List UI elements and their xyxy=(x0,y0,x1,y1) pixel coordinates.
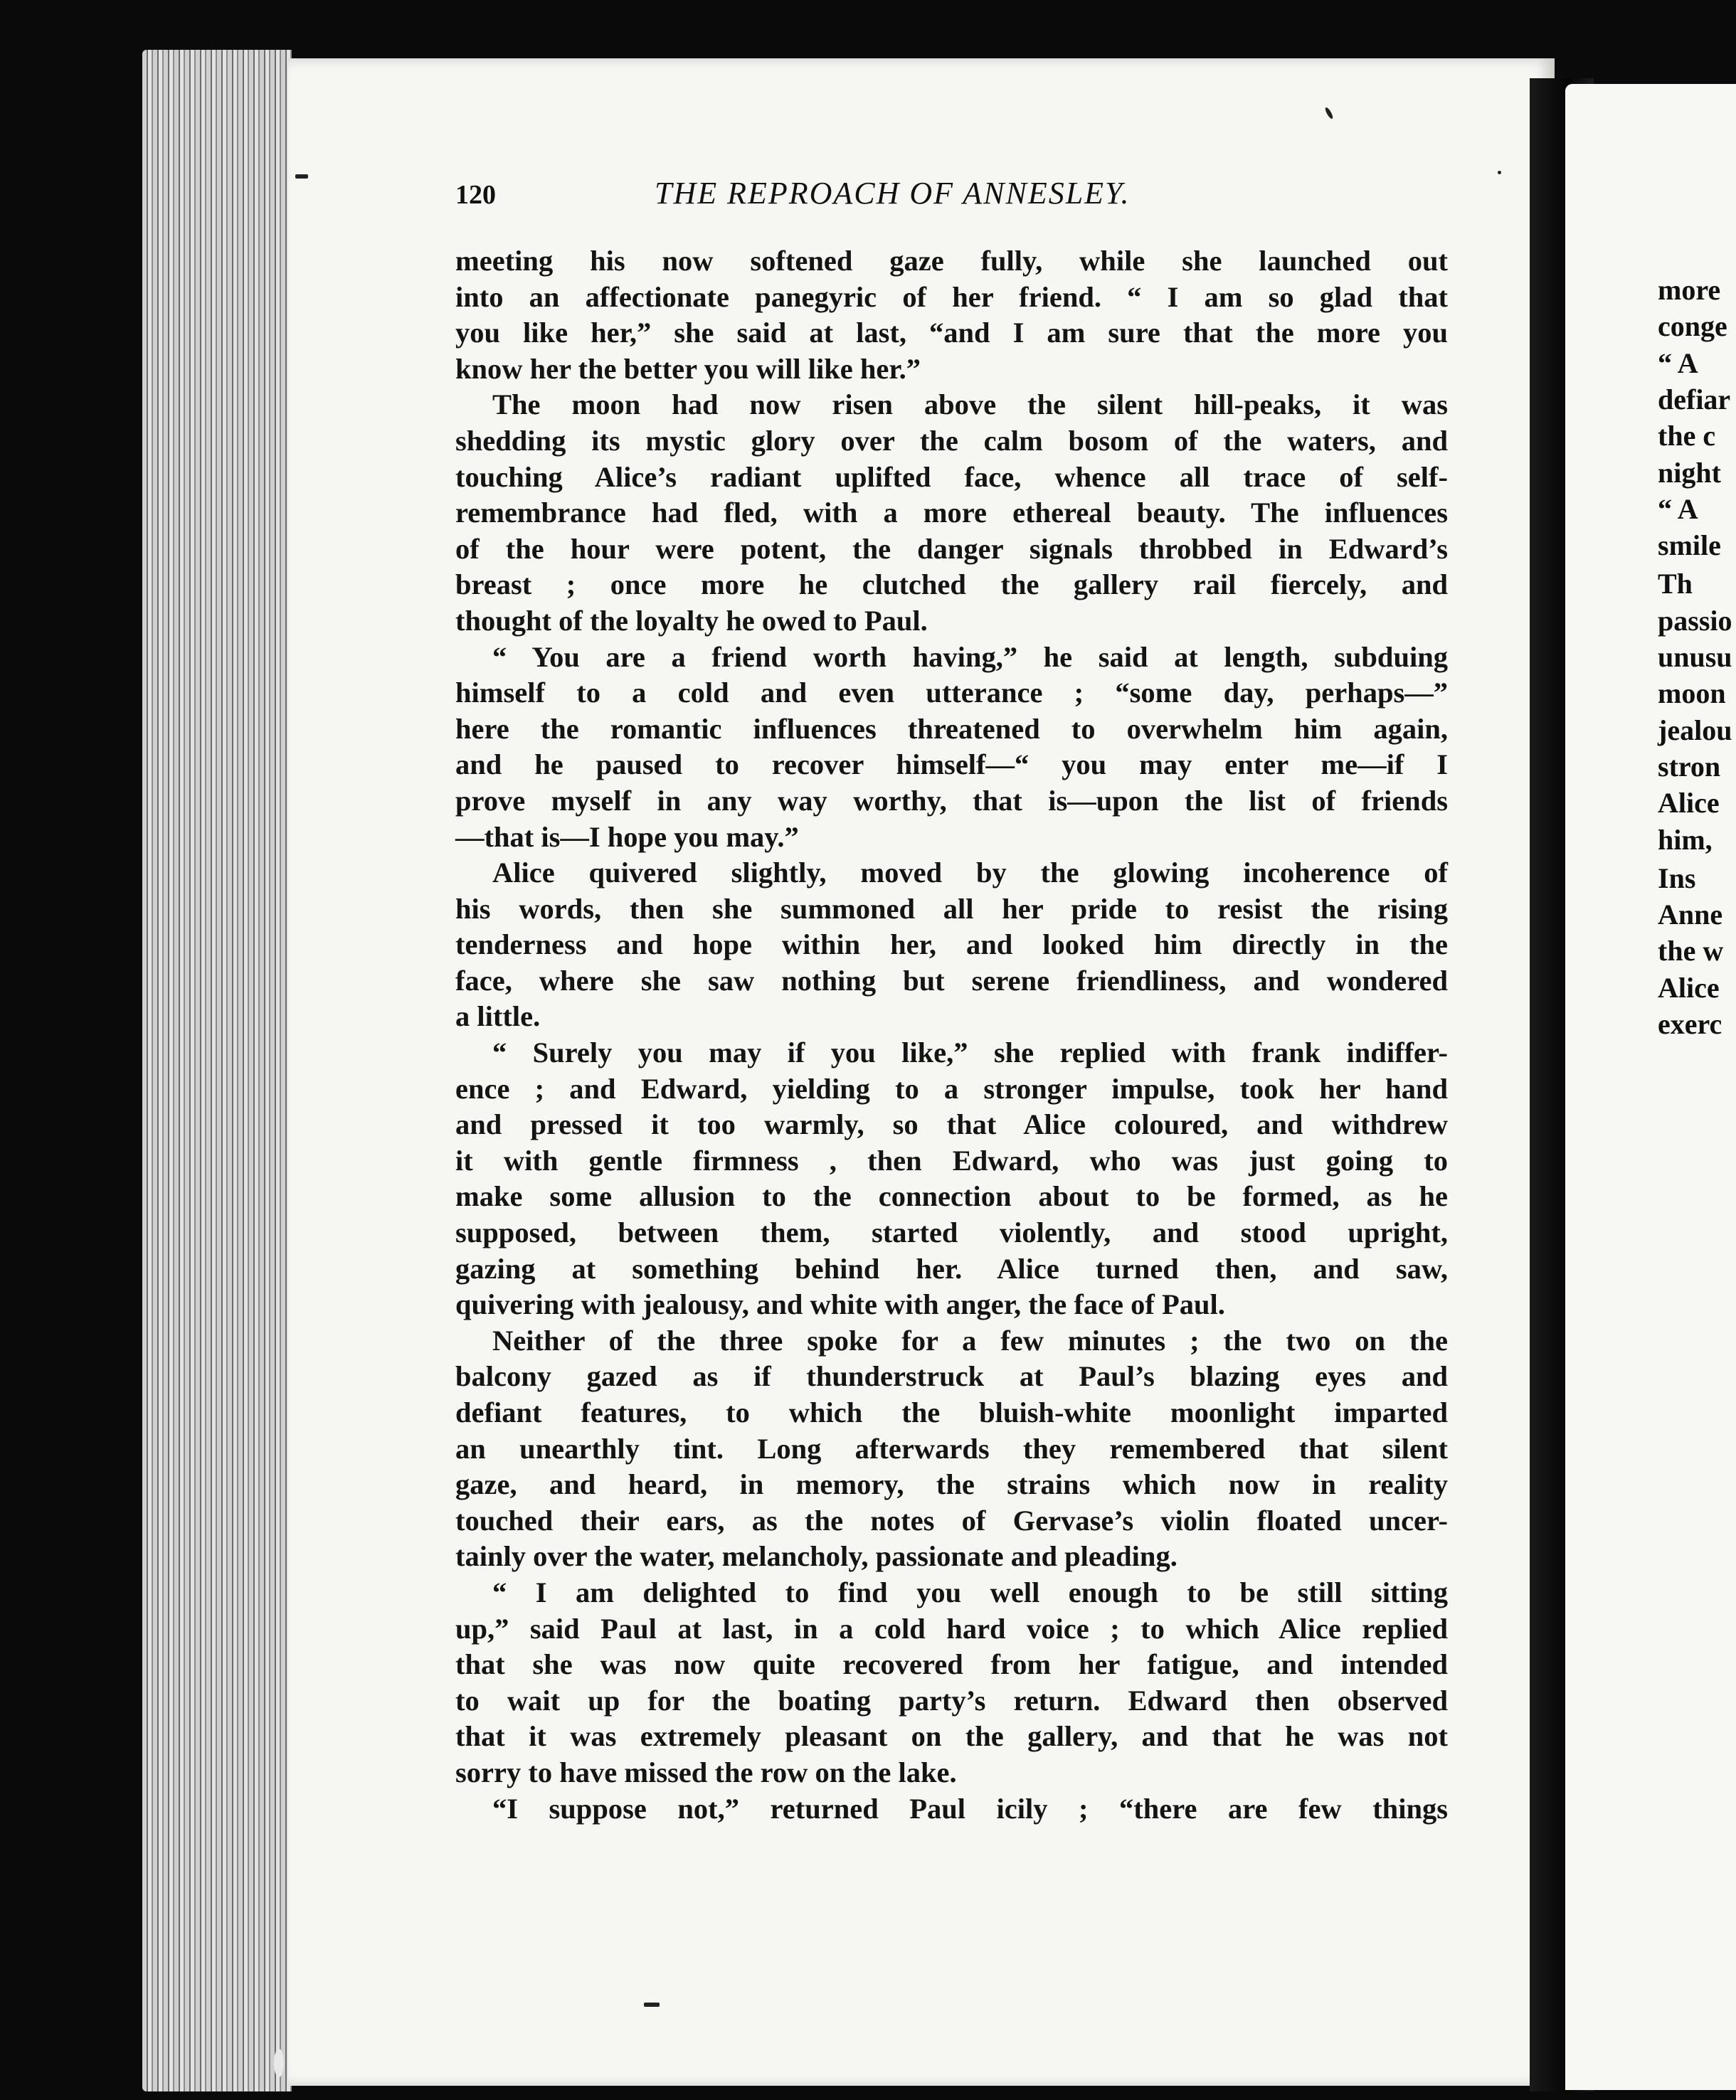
facing-page-line: stron xyxy=(1658,750,1721,783)
text-line: “ You are a friend worth having,” he said at length, subduing xyxy=(492,640,1448,673)
text-line: tenderness and hope within her, and looked him directly in the xyxy=(455,928,1448,961)
text-line: you like her,” she said at last, “and I am sure that the more you xyxy=(455,317,1448,349)
text-line: know her the better you will like her.” xyxy=(455,352,921,385)
text-line: breast ; once more he clutched the gallery rail fiercely, and xyxy=(455,568,1448,601)
text-line: gazing at something behind her. Alice turned then, and saw, xyxy=(455,1252,1448,1285)
text-line: an unearthly tint. Long afterwards they remembered that silent xyxy=(455,1432,1448,1465)
text-line: shedding its mystic glory over the calm bosom of the waters, and xyxy=(455,424,1448,457)
text-line: —that is—I hope you may.” xyxy=(455,820,799,853)
facing-page-line: exerc xyxy=(1658,1008,1722,1040)
text-line: himself to a cold and even utterance ; “some day, perhaps—” xyxy=(455,677,1448,709)
facing-page-line: jealou xyxy=(1658,714,1732,746)
text-line: sorry to have missed the row on the lake. xyxy=(455,1756,957,1788)
facing-page-line: the c xyxy=(1658,420,1716,452)
scan-speck xyxy=(1498,171,1501,174)
text-line: defiant features, to which the bluish-white moonlight imparted xyxy=(455,1396,1448,1428)
text-line: “ Surely you may if you like,” she replied with frank indiffer- xyxy=(492,1036,1448,1069)
text-line: tainly over the water, melancholy, passionate and pleading. xyxy=(455,1540,1177,1573)
facing-page-line: Alice xyxy=(1658,971,1720,1004)
facing-page-line: “ A xyxy=(1658,492,1698,525)
facing-page-line: the w xyxy=(1658,935,1724,967)
scan-speck xyxy=(644,2003,660,2007)
facing-page-line: passio xyxy=(1658,604,1732,637)
body-text xyxy=(455,243,1448,1827)
text-line: it with gentle firmness , then Edward, who was just going to xyxy=(455,1144,1448,1177)
text-line: prove myself in any way worthy, that is—upon the list of friends xyxy=(455,784,1448,817)
text-line: remembrance had fled, with a more ethereal beauty. The influences xyxy=(455,497,1448,529)
text-line: his words, then she summoned all her pride to resist the rising xyxy=(455,892,1448,925)
facing-page-line: Ins xyxy=(1658,861,1696,894)
text-line: up,” said Paul at last, in a cold hard voice ; to which Alice replied xyxy=(455,1612,1448,1645)
facing-page-line: defiar xyxy=(1658,383,1731,415)
text-line: Alice quivered slightly, moved by the glowing incoherence of xyxy=(492,857,1448,889)
text-line: that it was extremely pleasant on the gallery, and that he was not xyxy=(455,1720,1448,1753)
page-header xyxy=(455,175,1448,218)
text-line: supposed, between them, started violently, and stood upright, xyxy=(455,1216,1448,1249)
text-line: “ I am delighted to find you well enough to be still sitting xyxy=(492,1576,1448,1608)
facing-page-line: “ A xyxy=(1658,346,1698,379)
text-line: face, where she saw nothing but serene friendliness, and wondered xyxy=(455,964,1448,997)
text-line: ence ; and Edward, yielding to a stronger impulse, took her hand xyxy=(455,1072,1448,1105)
text-line: of the hour were potent, the danger signals throbbed in Edward’s xyxy=(455,532,1448,565)
facing-page-line: unusu xyxy=(1658,641,1732,673)
text-line: touched their ears, as the notes of Gervase’s violin floated uncer- xyxy=(455,1504,1448,1537)
text-line: Neither of the three spoke for a few minutes ; the two on the xyxy=(492,1324,1448,1357)
text-line: thought of the loyalty he owed to Paul. xyxy=(455,604,928,637)
text-line: balcony gazed as if thunderstruck at Paul’s blazing eyes and xyxy=(455,1360,1448,1393)
text-line: into an affectionate panegyric of her friend. “ I am so glad that xyxy=(455,280,1448,313)
facing-page-line: smile xyxy=(1658,529,1721,562)
scan-speck xyxy=(274,2049,284,2077)
text-line: that she was now quite recovered from her fatigue, and intended xyxy=(455,1648,1448,1681)
page-number: 120 xyxy=(455,180,496,210)
running-head: THE REPROACH OF ANNESLEY. xyxy=(655,176,1131,211)
facing-page-line: him, xyxy=(1658,823,1713,856)
facing-page-line: conge xyxy=(1658,310,1727,343)
text-line: gaze, and heard, in memory, the strains which now in reality xyxy=(455,1468,1448,1501)
text-line: quivering with jealousy, and white with anger, the face of Paul. xyxy=(455,1288,1225,1321)
text-line: and he paused to recover himself—“ you may enter me—if I xyxy=(455,748,1448,781)
text-line: make some allusion to the connection about to be formed, as he xyxy=(455,1180,1448,1213)
facing-page-line: more xyxy=(1658,274,1721,306)
facing-page-line: moon xyxy=(1658,677,1726,710)
text-line: here the romantic influences threatened to overwhelm him again, xyxy=(455,712,1448,745)
facing-page-line: Th xyxy=(1658,568,1693,600)
text-line: touching Alice’s radiant uplifted face, whence all trace of self- xyxy=(455,460,1448,493)
scan-speck xyxy=(295,174,308,179)
facing-page-line: Alice xyxy=(1658,787,1720,820)
facing-page-line: night xyxy=(1658,456,1721,489)
text-line: meeting his now softened gaze fully, while she launched out xyxy=(455,245,1448,277)
text-line: and pressed it too warmly, so that Alice coloured, and withdrew xyxy=(455,1108,1448,1141)
facing-page-line: Anne xyxy=(1658,898,1723,931)
page-edge-stack xyxy=(142,50,292,2091)
text-line: a little. xyxy=(455,1000,541,1033)
text-line: to wait up for the boating party’s return. Edward then observed xyxy=(455,1684,1448,1717)
text-line: “I suppose not,” returned Paul icily ; “there are few things xyxy=(492,1792,1448,1825)
text-line: The moon had now risen above the silent hill-peaks, it was xyxy=(492,388,1448,421)
